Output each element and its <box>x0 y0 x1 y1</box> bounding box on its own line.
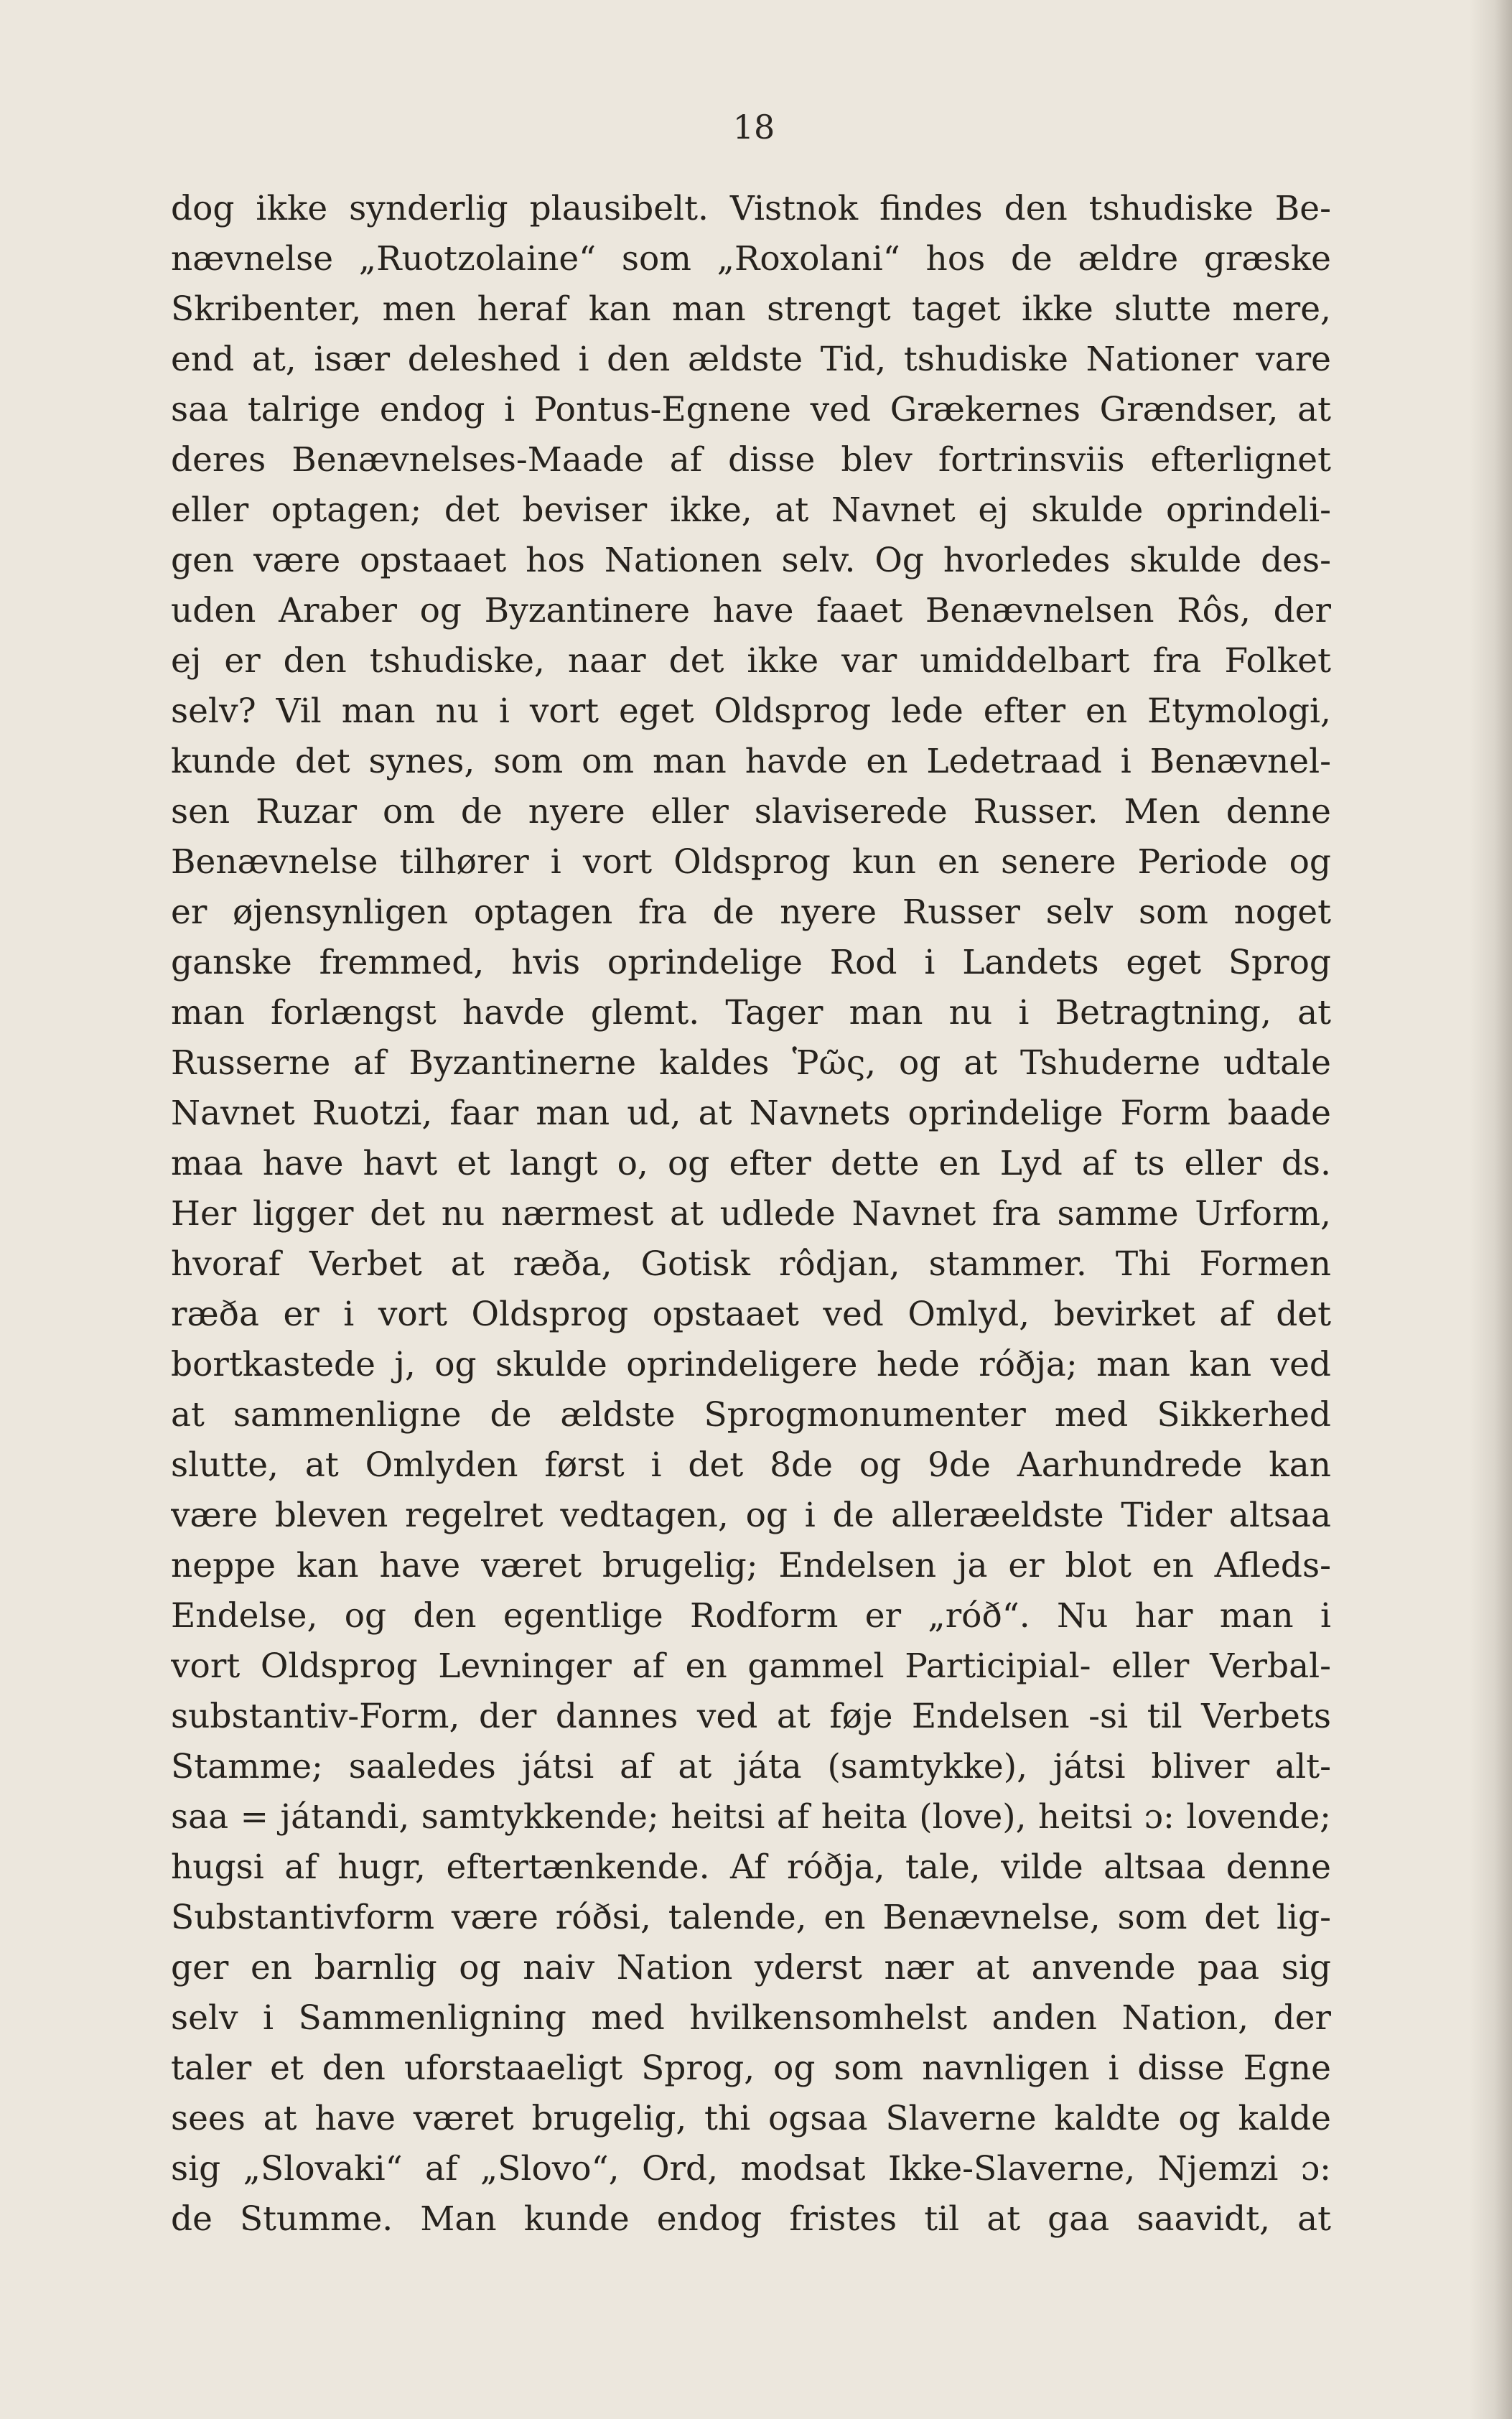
text-line: nævnelse „Ruotzolaine“ som „Roxolani“ hos de ældre græske <box>171 239 1331 279</box>
text-line: hugsi af hugr, eftertænkende. Af róðja, tale, vilde altsaa denne <box>171 1847 1331 1887</box>
text-line: bortkastede j, og skulde oprindeligere hede róðja; man kan ved <box>171 1345 1331 1384</box>
text-line: sen Ruzar om de nyere eller slaviserede Russer. Men denne <box>171 792 1331 831</box>
text-line: Benævnelse tilhører i vort Oldsprog kun en senere Periode og <box>171 842 1331 882</box>
text-line: maa have havt et langt o, og efter dette en Lyd af ts eller ds. <box>171 1144 1331 1183</box>
text-line: være bleven regelret vedtagen, og i de alleræeldste Tider altsaa <box>171 1496 1331 1535</box>
text-line: Russerne af Byzantinerne kaldes Ῥῶς, og at Tshuderne udtale <box>171 1043 1331 1083</box>
text-line: end at, især deleshed i den ældste Tid, tshudiske Nationer vare <box>171 340 1331 379</box>
page-number: 18 <box>732 108 775 146</box>
text-line: deres Benævnelses-Maade af disse blev fortrinsviis efterlignet <box>171 440 1331 480</box>
text-line: eller optagen; det beviser ikke, at Navnet ej skulde oprindeli- <box>171 490 1331 530</box>
text-line: uden Araber og Byzantinere have faaet Benævnelsen Rôs, der <box>171 591 1331 630</box>
text-line: Endelse, og den egentlige Rodform er „róð“. Nu har man i <box>171 1596 1331 1636</box>
text-line: hvoraf Verbet at ræða, Gotisk rôdjan, stammer. Thi Formen <box>171 1244 1331 1284</box>
text-line: de Stumme. Man kunde endog fristes til at gaa saavidt, at <box>171 2199 1331 2239</box>
text-line: Skribenter, men heraf kan man strengt taget ikke slutte mere, <box>171 289 1331 329</box>
text-line: gen være opstaaet hos Nationen selv. Og hvorledes skulde des- <box>171 541 1331 580</box>
page-edge-shadow <box>1469 0 1512 2419</box>
text-line: ger en barnlig og naiv Nation yderst nær at anvende paa sig <box>171 1948 1331 1987</box>
text-line: selv i Sammenligning med hvilkensomhelst anden Nation, der <box>171 1998 1331 2038</box>
text-line: Stamme; saaledes játsi af at játa (samtykke), játsi bliver alt- <box>171 1747 1331 1786</box>
text-line: taler et den uforstaaeligt Sprog, og som navnligen i disse Egne <box>171 2049 1331 2088</box>
text-line: at sammenligne de ældste Sprogmonumenter med Sikkerhed <box>171 1395 1331 1435</box>
text-line: slutte, at Omlyden først i det 8de og 9de Aarhundrede kan <box>171 1445 1331 1485</box>
text-line: ganske fremmed, hvis oprindelige Rod i Landets eget Sprog <box>171 943 1331 982</box>
text-line: man forlængst havde glemt. Tager man nu i Betragtning, at <box>171 993 1331 1033</box>
text-line: Substantivform være róðsi, talende, en Benævnelse, som det lig- <box>171 1898 1331 1937</box>
text-line: neppe kan have været brugelig; Endelsen ja er blot en Afleds- <box>171 1546 1331 1585</box>
text-line: saa talrige endog i Pontus-Egnene ved Grækernes Grændser, at <box>171 390 1331 429</box>
text-line: Navnet Ruotzi, faar man ud, at Navnets oprindelige Form baade <box>171 1094 1331 1133</box>
text-line: Her ligger det nu nærmest at udlede Navnet fra samme Urform, <box>171 1194 1331 1234</box>
text-line: saa = játandi, samtykkende; heitsi af heita (love), heitsi ɔ: lovende; <box>171 1797 1331 1837</box>
text-line: sees at have været brugelig, thi ogsaa Slaverne kaldte og kalde <box>171 2099 1331 2138</box>
text-line: dog ikke synderlig plausibelt. Vistnok findes den tshudiske Be- <box>171 189 1331 228</box>
text-line: er øjensynligen optagen fra de nyere Russer selv som noget <box>171 892 1331 932</box>
text-line: kunde det synes, som om man havde en Ledetraad i Benævnel- <box>171 742 1331 781</box>
body-text <box>171 184 1331 2245</box>
text-line: substantiv-Form, der dannes ved at føje Endelsen -si til Verbets <box>171 1697 1331 1736</box>
text-line: ræða er i vort Oldsprog opstaaet ved Omlyd, bevirket af det <box>171 1295 1331 1334</box>
text-line: ej er den tshudiske, naar det ikke var umiddelbart fra Folket <box>171 641 1331 681</box>
text-line: sig „Slovaki“ af „Slovo“, Ord, modsat Ikke-Slaverne, Njemzi ɔ: <box>171 2149 1331 2189</box>
text-line: vort Oldsprog Levninger af en gammel Participial- eller Verbal- <box>171 1646 1331 1686</box>
text-line: selv? Vil man nu i vort eget Oldsprog lede efter en Etymologi, <box>171 691 1331 731</box>
